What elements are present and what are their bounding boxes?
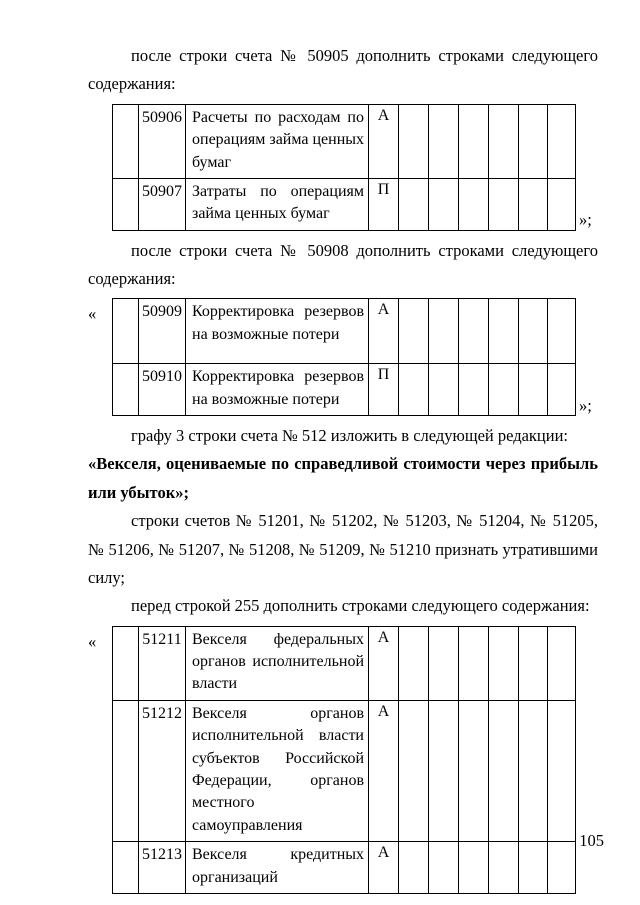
empty-cell [399,626,429,700]
empty-cell [429,104,459,178]
empty-cell [113,299,139,364]
empty-cell [113,178,139,230]
empty-cell [459,626,489,700]
empty-cell [519,626,548,700]
empty-cell [399,104,429,178]
empty-cell [113,700,139,841]
paragraph-bold-veksel: «Векселя, оцениваемые по справедливой стоимости через прибыль или убыток»; [88,454,598,502]
account-name: Расчеты по расходам по операциям займа ценных бумаг [186,104,369,178]
empty-cell [399,700,429,841]
empty-cell [519,178,548,230]
empty-cell [399,842,429,894]
accounts-table-2 [112,298,576,416]
empty-cell [519,700,548,841]
empty-cell [459,842,489,894]
account-type: П [369,364,399,416]
paragraph-void-accounts: строки счетов № 51201, № 51202, № 51203, № 51204, № 51205, № 51206, № 51207, № 51208, № 51209, № 51210 признать утратившими силу; [88,511,598,587]
account-number: 51213 [139,842,186,894]
account-number: 50910 [139,364,186,416]
empty-cell [429,299,459,364]
table-block-2 [88,298,598,416]
empty-cell [548,178,576,230]
empty-cell [489,178,519,230]
account-type: А [369,842,399,894]
account-number: 50907 [139,178,186,230]
empty-cell [113,364,139,416]
empty-cell [459,104,489,178]
table-block-3 [88,626,598,894]
empty-cell [489,700,519,841]
account-number: 51212 [139,700,186,841]
empty-cell [519,299,548,364]
account-number: 50906 [139,104,186,178]
account-type: А [369,700,399,841]
accounts-table-3 [112,626,576,894]
empty-cell [399,178,429,230]
empty-cell [429,700,459,841]
open-quote: « [88,304,97,324]
empty-cell [113,104,139,178]
empty-cell [548,842,576,894]
empty-cell [113,626,139,700]
table-row [113,299,576,364]
account-type: А [369,626,399,700]
account-name: Векселя органов исполнительной власти субъектов Российской Федерации, органов местного самоуправления [186,700,369,841]
open-quote [88,104,112,231]
empty-cell [548,626,576,700]
paragraph-column3-512: графу 3 строки счета № 512 изложить в следующей редакции: [131,426,569,446]
table-row [113,364,576,416]
account-number: 51211 [139,626,186,700]
empty-cell [429,626,459,700]
empty-cell [548,364,576,416]
open-quote: « [88,631,97,651]
paragraph-after-50908: после строки счета № 50908 дополнить строками следующего содержания: [88,240,598,289]
empty-cell [429,842,459,894]
empty-cell [429,364,459,416]
empty-cell [548,700,576,841]
table-row [113,178,576,230]
empty-cell [489,626,519,700]
empty-cell [519,842,548,894]
table-row [113,104,576,178]
account-name: Корректировка резервов на возможные потери [186,299,369,364]
empty-cell [399,299,429,364]
account-name: Векселя кредитных организаций [186,842,369,894]
close-quote: »; [579,395,592,415]
paragraph-after-50905: после строки счета № 50905 дополнить строками следующего содержания: [88,46,598,94]
close-quote [576,892,579,894]
account-type: А [369,299,399,364]
empty-cell [459,299,489,364]
empty-cell [399,364,429,416]
account-number: 50909 [139,299,186,364]
account-name: Корректировка резервов на возможные потери [186,364,369,416]
page-number: 105 [579,831,604,850]
account-type: А [369,104,399,178]
account-name: Векселя федеральных органов исполнительной власти [186,626,369,700]
empty-cell [113,842,139,894]
accounts-table-1 [112,104,576,231]
empty-cell [489,299,519,364]
account-name: Затраты по операциям займа ценных бумаг [186,178,369,230]
account-type: П [369,178,399,230]
table-row [113,700,576,841]
close-quote: »; [579,210,592,230]
empty-cell [548,104,576,178]
empty-cell [459,364,489,416]
empty-cell [429,178,459,230]
table-row [113,626,576,700]
table-block-1 [88,104,598,231]
empty-cell [519,104,548,178]
empty-cell [459,700,489,841]
empty-cell [489,104,519,178]
empty-cell [519,364,548,416]
empty-cell [489,364,519,416]
empty-cell [459,178,489,230]
paragraph-before-255: перед строкой 255 дополнить строками следующего содержания: [131,596,590,616]
empty-cell [489,842,519,894]
table-row [113,842,576,894]
empty-cell [548,299,576,364]
